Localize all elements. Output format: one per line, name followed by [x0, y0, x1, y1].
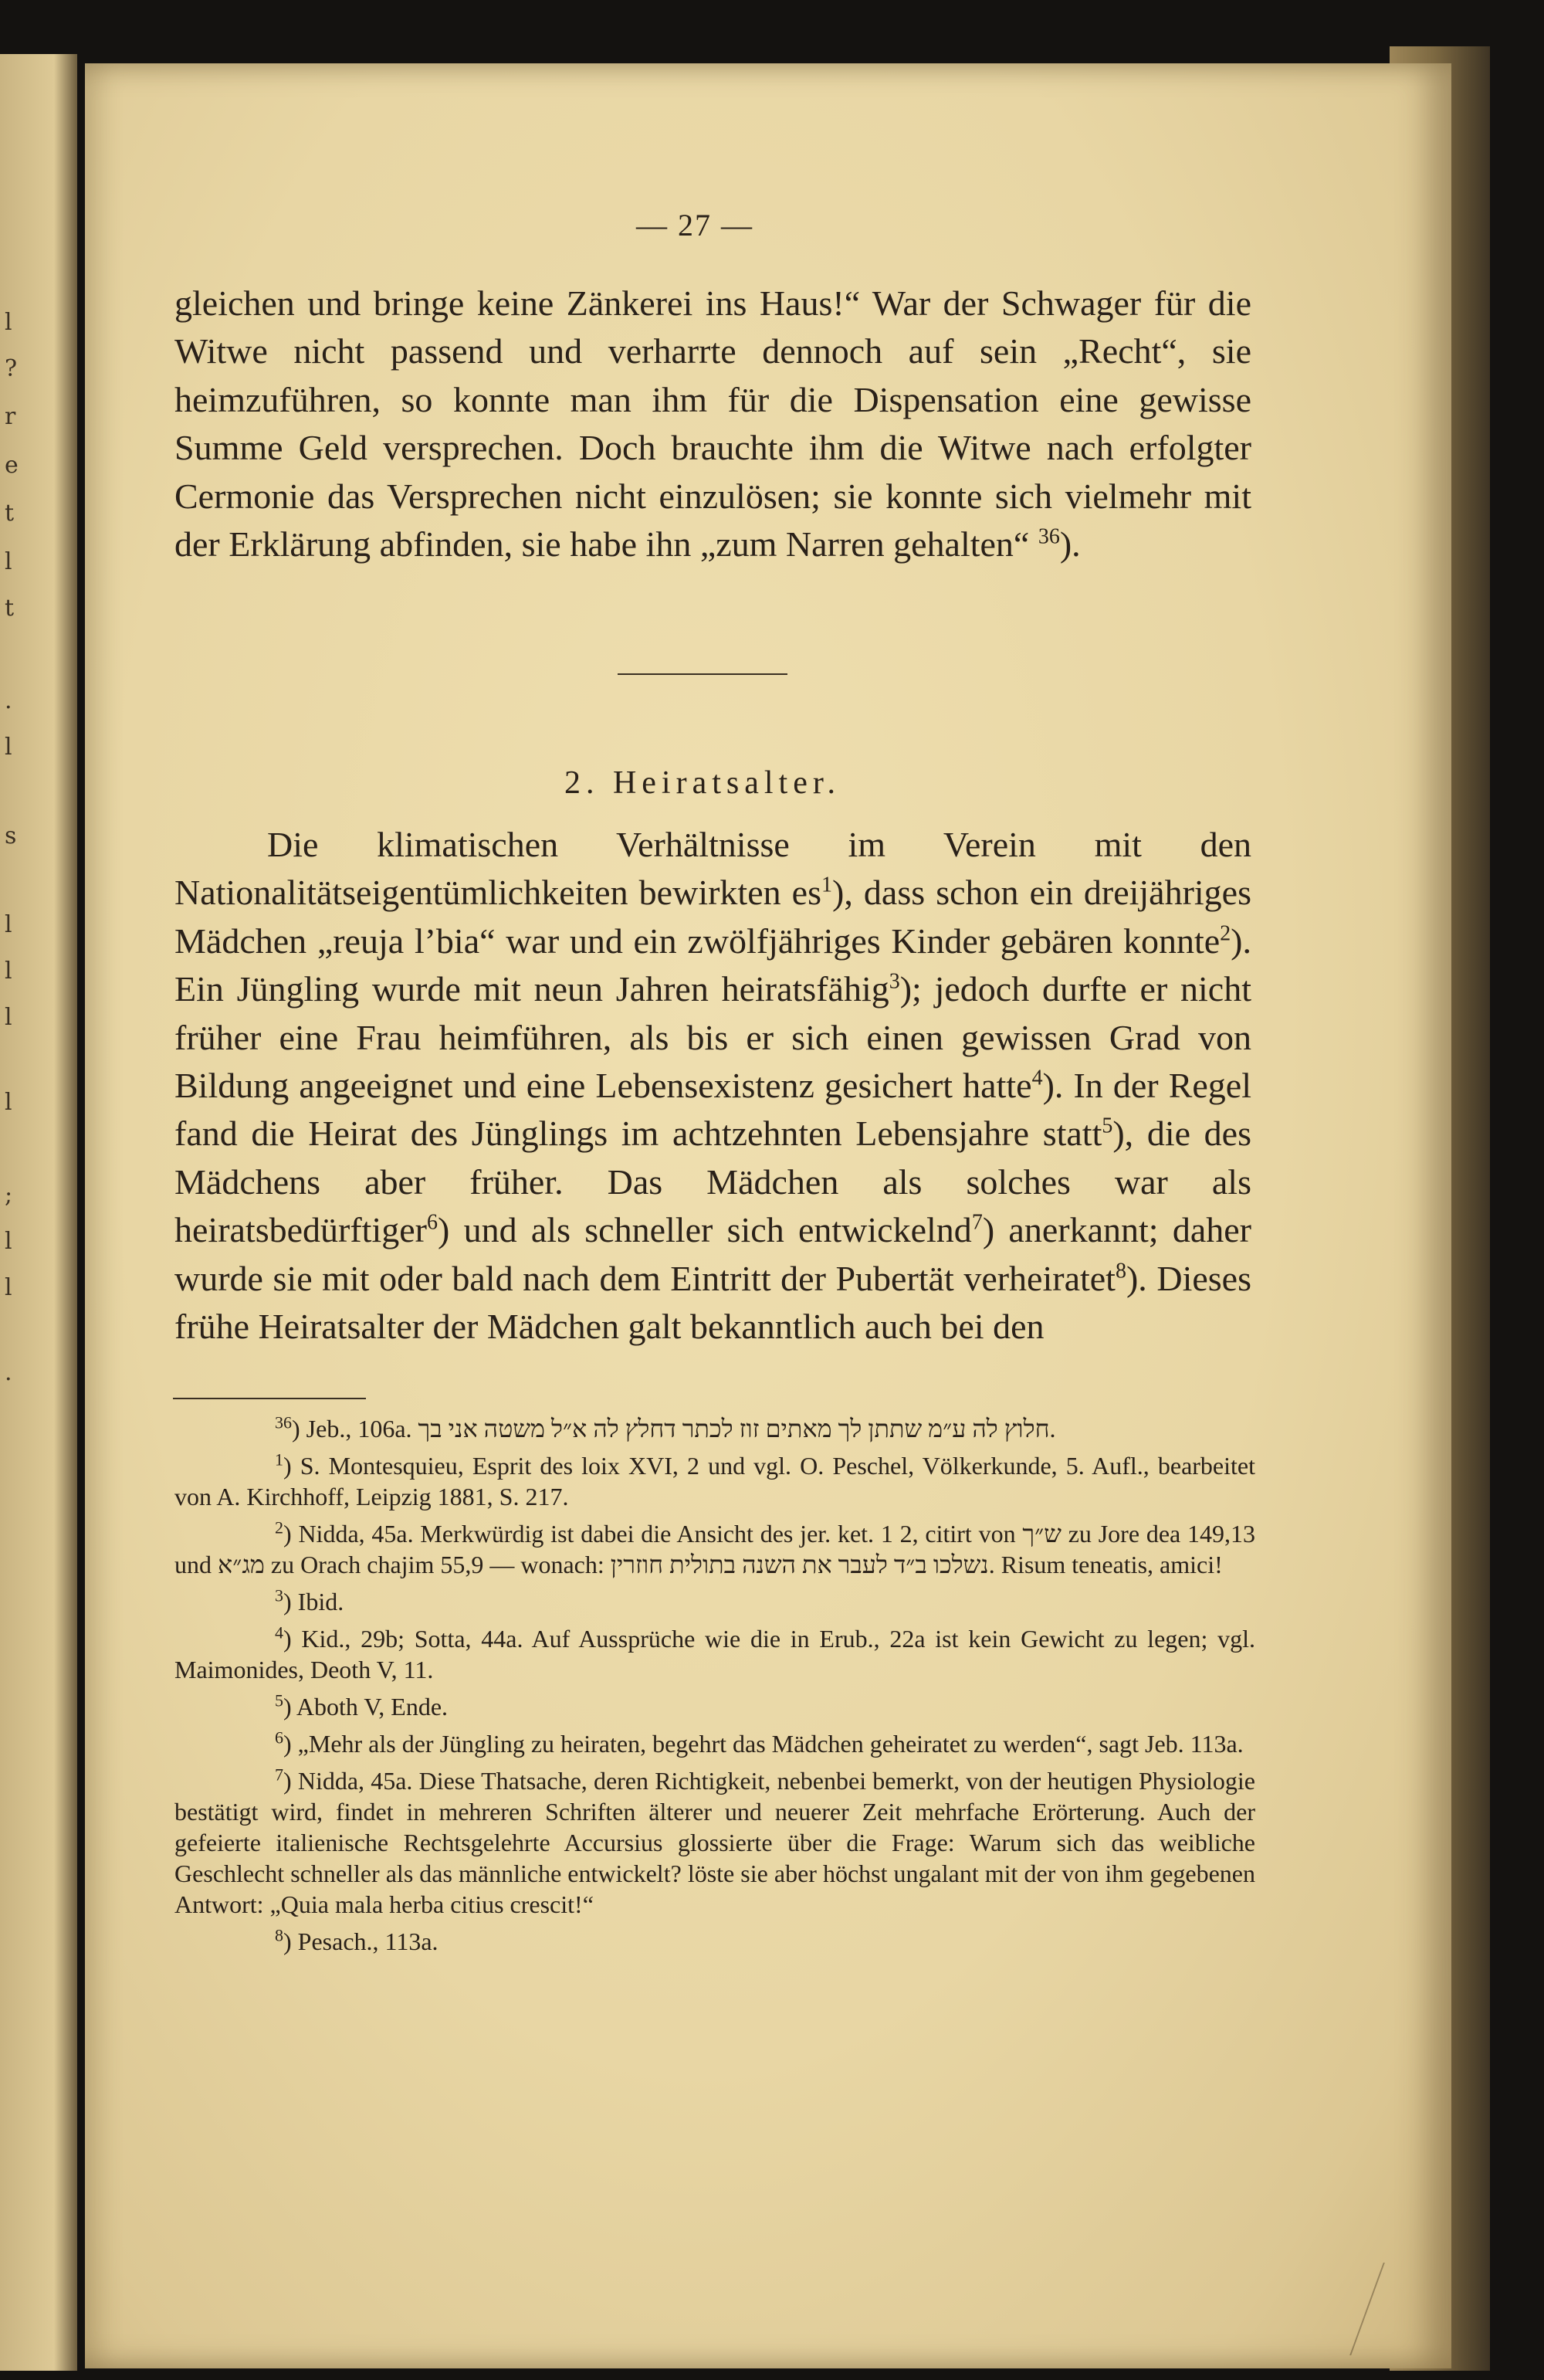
- footnote-ref: 3: [889, 969, 900, 994]
- margin-fragment: .: [5, 687, 12, 714]
- footnote-ref: 1: [821, 873, 833, 898]
- footnote-mark: 2: [275, 1517, 283, 1538]
- margin-fragment: ?: [5, 355, 18, 382]
- footnote-ref: 36: [1038, 524, 1060, 549]
- margin-fragment: l: [5, 548, 12, 575]
- page-number: — 27 —: [636, 208, 753, 242]
- footnote-mark: 8: [275, 1925, 283, 1945]
- footnote-text: ) S. Montesquieu, Esprit des loix XVI, 2 und vgl. O. Peschel, Völkerkunde, 5. Aufl., bearbeitet von A. Kirchhoff, Leipzig 1881, S. 217.: [174, 1452, 1255, 1510]
- footnote-5: [174, 1691, 1255, 1722]
- footnote-mark: 6: [275, 1727, 283, 1748]
- footnote-mark: 4: [275, 1622, 283, 1643]
- footnote-text: ) Kid., 29b; Sotta, 44a. Auf Aussprüche wie die in Erub., 22a ist kein Gewicht zu legen; vgl. Maimonides, Deoth V, 11.: [174, 1625, 1255, 1683]
- margin-fragment: e: [5, 452, 19, 479]
- footnote-ref: 5: [1102, 1114, 1113, 1139]
- footnote-mark: 1: [275, 1449, 283, 1470]
- footnote-36: [174, 1413, 1255, 1444]
- margin-fragment: l: [5, 1004, 12, 1031]
- facing-page-edge: [0, 54, 77, 2371]
- paragraph-text: ). Dieses frühe Heiratsalter der Mädchen galt bekanntlich auch bei den: [174, 1258, 1251, 1347]
- margin-fragment: t: [5, 595, 15, 622]
- footnote-text: ) Jeb., 106a. חלוץ לה ע״מ שתתן לך מאתים זוז לכתר דחלץ לה א״ל משטה אני בך.: [292, 1415, 1056, 1443]
- margin-fragment: r: [5, 403, 16, 430]
- footnote-1: [174, 1450, 1255, 1512]
- margin-fragment: l: [5, 309, 12, 336]
- footnote-mark: 36: [275, 1412, 292, 1432]
- footnote-4: [174, 1623, 1255, 1685]
- paragraph-text: Die klimatischen Verhältnisse im Verein mit den Nationalitätseigentümlichkeiten bewirkten es: [174, 825, 1251, 913]
- margin-fragment: l: [5, 1228, 12, 1255]
- footnote-ref: 4: [1031, 1066, 1043, 1090]
- footnote-6: [174, 1728, 1255, 1759]
- footnote-text: ) Ibid.: [283, 1588, 344, 1615]
- margin-fragment: l: [5, 1274, 12, 1301]
- footnote-text: ) Nidda, 45a. Merkwürdig ist dabei die Ansicht des jer. ket. 1 2, citirt von ש״ך zu Jore dea 149,13 und מג״א zu Orach chajim 55,9 — wonach: נשלכו ב״ד לעבר את השנה בתולית חוזרין. Risum teneatis, amici!: [174, 1520, 1256, 1578]
- footnote-text: ) „Mehr als der Jüngling zu heiraten, begehrt das Mädchen geheiratet zu werden“, sagt Jeb. 113a.: [283, 1730, 1244, 1758]
- margin-fragment: l: [5, 911, 12, 938]
- section-divider: [618, 673, 787, 675]
- paragraph-heiratsalter: [174, 821, 1251, 1351]
- paragraph-text: ), die des Mädchens aber früher. Das Mädchen als solches war als heiratsbedürftiger: [174, 1114, 1251, 1250]
- margin-fragment: s: [5, 822, 17, 849]
- paragraph-text: ); jedoch durfte er nicht früher eine Frau heimführen, als bis er sich einen gewissen Grad von Bildung angeeignet und eine Lebensexistenz gesichert hatte: [174, 969, 1251, 1106]
- paragraph-text: ). Ein Jüngling wurde mit neun Jahren heiratsfähig: [174, 920, 1251, 1009]
- paragraph-text: ), dass schon ein dreijähriges Mädchen „reuja l’bia“ war und ein zwölfjähriges Kinder gebären konnte: [174, 873, 1252, 961]
- margin-fragment: l: [5, 1089, 12, 1116]
- footnote-mark: 7: [275, 1765, 283, 1785]
- footnote-ref: 7: [971, 1210, 983, 1235]
- section-heading: 2. Heiratsalter.: [564, 765, 841, 801]
- footnote-text: ) Aboth V, Ende.: [283, 1693, 449, 1721]
- margin-fragment: l: [5, 958, 12, 985]
- footnote-2: [174, 1518, 1255, 1580]
- margin-fragment: ;: [5, 1182, 13, 1209]
- margin-fragment: t: [5, 500, 15, 527]
- footnote-ref: 8: [1115, 1259, 1126, 1283]
- paragraph-text: gleichen und bringe keine Zänkerei ins Haus!“ War der Schwager für die Witwe nicht passend und verharrte dennoch auf sein „Recht“, sie heimzuführen, so konnte man ihm für die Dispensation eine gewisse Summe Geld versprechen. Doch brauchte ihm die Witwe nach erfolgter Cermonie das Versprechen nicht einzulösen; sie konnte sich vielmehr mit der Erklärung abfinden, sie habe ihn „zum Narren gehalten“: [174, 283, 1251, 564]
- footnote-mark: 3: [275, 1585, 283, 1605]
- footnote-ref: 2: [1220, 921, 1231, 946]
- margin-fragment: l: [5, 734, 12, 761]
- footnote-ref: 6: [426, 1210, 438, 1235]
- footnote-8: [174, 1926, 1255, 1957]
- footnote-text: ) Nidda, 45a. Diese Thatsache, deren Richtigkeit, nebenbei bemerkt, von der heutigen Physiologie bestätigt wird, findet in mehreren Schriften älterer und neuerer Zeit mehrfache Erörterung. Auch der gefeierte italienische Rechtsgelehrte Accursius glossierte über die Frage: Warum sich das weibliche Geschlecht schneller als das männliche entwickelt? löste sie aber höchst ungalant mit der von ihm gegebenen Antwort: „Quia mala herba citius crescit!“: [174, 1767, 1255, 1918]
- paragraph-text: ). In der Regel fand die Heirat des Jünglings im achtzehnten Lebensjahre statt: [174, 1066, 1252, 1154]
- footnotes: [174, 1413, 1255, 1963]
- paragraph-continuation: [174, 280, 1251, 568]
- paragraph-text: ) anerkannt; daher wurde sie mit oder bald nach dem Eintritt der Pubertät verheiratet: [174, 1210, 1252, 1298]
- footnote-7: [174, 1765, 1255, 1920]
- margin-fragment: .: [5, 1359, 12, 1386]
- footnote-divider: [173, 1398, 366, 1399]
- paragraph-text: ).: [1059, 524, 1081, 564]
- footnote-text: ) Pesach., 113a.: [283, 1927, 438, 1955]
- paragraph-text: ) und als schneller sich entwickelnd: [437, 1210, 972, 1250]
- footnote-mark: 5: [275, 1690, 283, 1710]
- footnote-3: [174, 1586, 1255, 1617]
